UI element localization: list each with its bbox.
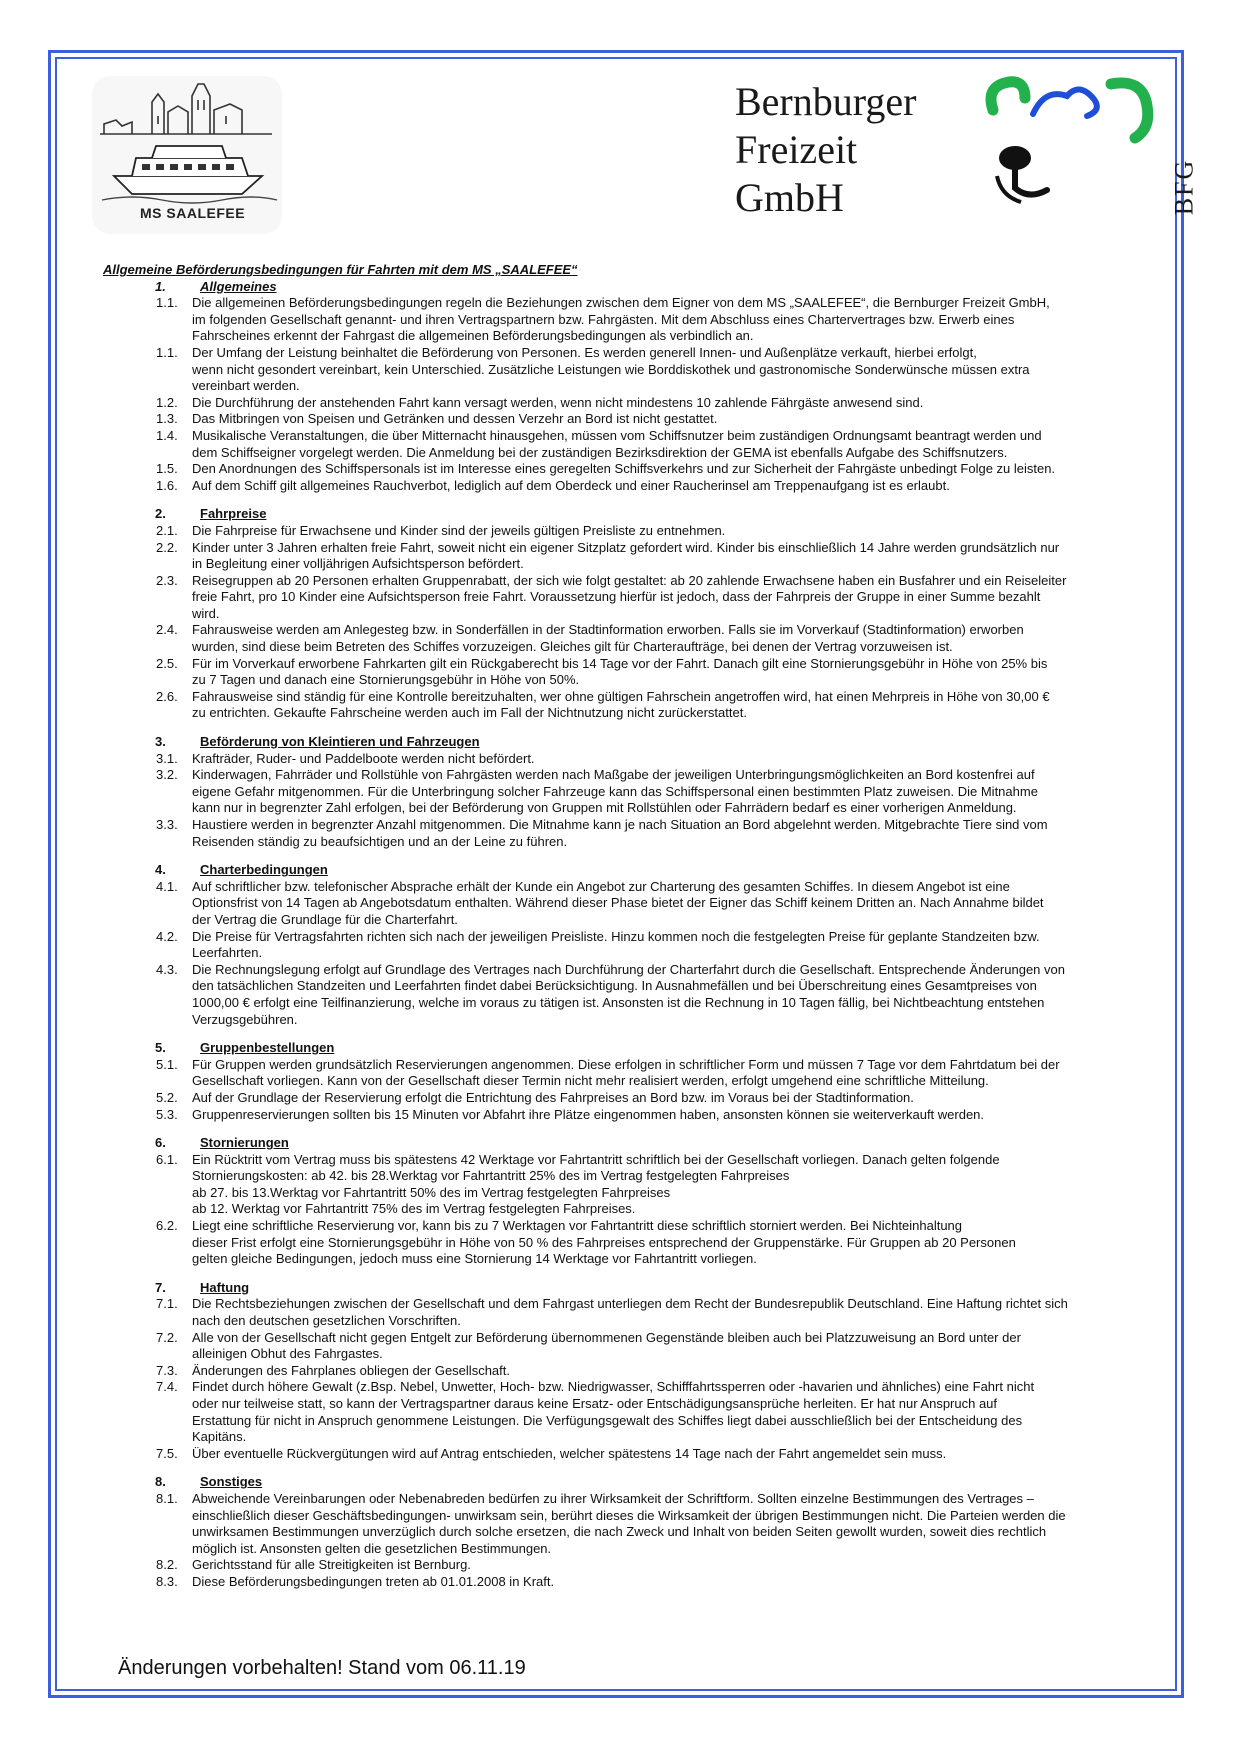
- clause-text: Die allgemeinen Beförderungsbedingungen regeln die Beziehungen zwischen dem Eigner von dem MS „SAALEFEE“, die Bernburger Freizeit GmbH, im folgenden Gesellschaft genannt- und ihren Vertragspartnern bzw. Fahrgästen. Mit dem Abschluss eines Chartervertrages bzw. Erwerb eines Fahrscheines erkennt der Fahrgast die allgemeinen Beförderungsbedingungen als verbindlich an.: [192, 295, 1050, 344]
- section-title: Fahrpreise: [200, 506, 267, 522]
- clause-text: Die Durchführung der anstehenden Fahrt kann versagt werden, wenn nicht mindestens 10 zahlende Fährgäste anwesend sind.: [192, 394, 924, 410]
- clause-text: Fahrausweise sind ständig für eine Kontrolle bereitzuhalten, wer ohne gültigen Fahrschein angetroffen wird, hat einen Mehrpreis in Höhe von 30,00 € zu entrichten. Gekaufte Fahrscheine werden auch im Fall der Nichtnutzung nicht zurückerstattet.: [192, 688, 1050, 721]
- clause-number: 7.4.: [156, 1379, 178, 1395]
- clause: [103, 656, 1168, 689]
- clause-number: 1.1.: [156, 295, 178, 311]
- clause: [103, 1218, 1168, 1268]
- clause-number: 3.3.: [156, 817, 178, 832]
- section-number: 7.: [155, 1279, 166, 1295]
- section-heading: [103, 734, 1168, 751]
- section-title: Charterbedingungen: [200, 862, 328, 878]
- clause-text: Über eventuelle Rückvergütungen wird auf Antrag entschieden, welcher spätestens 14 Tage nach der Fahrt angemeldet sein muss.: [192, 1445, 947, 1461]
- section: [103, 279, 1168, 495]
- section: [103, 506, 1168, 722]
- section-heading: [103, 1040, 1168, 1057]
- clause-text: Gerichtsstand für alle Streitigkeiten ist Bernburg.: [192, 1557, 471, 1573]
- clause: [103, 879, 1168, 929]
- clause-number: 5.2.: [156, 1089, 178, 1105]
- clause-text: Änderungen des Fahrplanes obliegen der Gesellschaft.: [192, 1362, 510, 1378]
- section: [103, 1474, 1168, 1590]
- clause-number: 2.5.: [156, 655, 178, 671]
- sections-container: [103, 279, 1168, 1591]
- clause-text: Auf dem Schiff gilt allgemeines Rauchverbot, lediglich auf dem Oberdeck und einer Raucherinsel am Treppenaufgang ist es erlaubt.: [192, 477, 950, 493]
- clause: [103, 523, 1168, 540]
- clause-number: 3.2.: [156, 767, 178, 783]
- clause-number: 7.3.: [156, 1362, 178, 1378]
- section: [103, 1135, 1168, 1268]
- clause-number: 1.6.: [156, 477, 178, 493]
- clause-number: 6.1.: [156, 1151, 178, 1167]
- clause-number: 4.3.: [156, 961, 178, 977]
- clause: [103, 1363, 1168, 1380]
- clause-text: Die Rechtsbeziehungen zwischen der Gesellschaft und dem Fahrgast unterliegen dem Recht der Bundesrepublik Deutschland. Eine Haftung richtet sich nach den deutschen gesetzlichen Vorschriften.: [192, 1296, 1068, 1329]
- document-title: Allgemeine Beförderungsbedingungen für Fahrten mit dem MS „SAALEFEE“: [103, 262, 578, 277]
- clause: [103, 345, 1168, 395]
- clause: [103, 573, 1168, 623]
- clause-number: 8.3.: [156, 1573, 178, 1589]
- company-line-2: Freizeit: [735, 127, 858, 172]
- clause-number: 1.3.: [156, 411, 178, 427]
- clause-number: 8.2.: [156, 1557, 178, 1573]
- section-number: 6.: [155, 1135, 166, 1151]
- clause-text: Auf schriftlicher bzw. telefonischer Absprache erhält der Kunde ein Angebot zur Charterung des gesamten Schiffes. In diesem Angebot ist eine Optionsfrist von 14 Tagen ab Angebotsdatum enthalten. Während dieser Phase bietet der Eigner das Schiff keinem Dritten an. Nach Annahme bildet der Vertrag die Grundlage für die Charterfahrt.: [192, 878, 1044, 927]
- clause-number: 2.6.: [156, 688, 178, 704]
- clause-number: 1.5.: [156, 461, 178, 477]
- clause-number: 1.1.: [156, 344, 178, 360]
- clause: [103, 295, 1168, 345]
- clause-text: Kinderwagen, Fahrräder und Rollstühle von Fahrgästen werden nach Maßgabe der jeweiligen Unterbringungsmöglichkeiten an Bord kostenfrei auf eigene Gefahr mitgenommen. Für die Unterbringung solcher Fahrzeuge kann das Schiffspersonal einen bestimmten Platz zuweisen. Die Mitnahme kann nur in begrenzter Zahl erfolgen, bei der Beförderung von Gruppen mit Rollstühlen oder Fahrrädern bedarf es einer vorherigen Anmeldung.: [192, 767, 1038, 816]
- ship-name-label: MS SAALEFEE: [140, 205, 246, 221]
- clause-number: 6.2.: [156, 1218, 178, 1234]
- terms-document: [103, 262, 1168, 1591]
- clause-number: 2.3.: [156, 572, 178, 588]
- clause-text: Den Anordnungen des Schiffspersonals ist im Interesse eines geregelten Schiffsverkehrs und zur Sicherheit der Fahrgäste unbedingt Folge zu leisten.: [192, 461, 1056, 477]
- clause-text: Findet durch höhere Gewalt (z.Bsp. Nebel, Unwetter, Hoch- bzw. Niedrigwasser, Schifffahrtssperren oder -havarien und ähnliches) eine Fahrt nicht oder nur teilweise statt, so kann der Vertragspartner daraus keine Ersatz- oder Entschädigungsansprüche herleiten. Er hat nur Anspruch auf Erstattung für nicht in Anspruch genommene Leistungen. Die Verfügungsgewalt des Schiffes liegt dabei ausschließlich bei der Entscheidung des Kapitäns.: [192, 1379, 1035, 1445]
- section-title: Sonstiges: [200, 1474, 263, 1490]
- section: [103, 734, 1168, 850]
- clause-text: Für Gruppen werden grundsätzlich Reservierungen angenommen. Diese erfolgen in schriftlicher Form und müssen 7 Tage vor dem Fahrtdatum bei der Gesellschaft vorliegen. Kann von der Gesellschaft dieser Termin nicht mehr realisiert werden, erfolgt umgehend eine schriftliche Mitteilung.: [192, 1056, 1060, 1089]
- clause-number: 2.2.: [156, 539, 178, 555]
- clause-number: 1.2.: [156, 394, 178, 410]
- clause-number: 7.2.: [156, 1329, 178, 1345]
- section-heading: [103, 1135, 1168, 1152]
- clause: [103, 461, 1168, 478]
- clause: [103, 1057, 1168, 1090]
- clause: [103, 1090, 1168, 1107]
- section: [103, 862, 1168, 1028]
- section-title: Allgemeines: [200, 278, 277, 294]
- clause-text: Die Preise für Vertragsfahrten richten sich nach der jeweiligen Preisliste. Hinzu kommen noch die festgelegten Preise für geplante Standzeiten bzw. Leerfahrten.: [192, 928, 1040, 961]
- clause: [103, 395, 1168, 412]
- clause: [103, 817, 1168, 850]
- clause-text: Auf der Grundlage der Reservierung erfolgt die Entrichtung des Fahrpreises an Bord bzw. im Voraus bei der Stadtinformation.: [192, 1089, 914, 1105]
- clause: [103, 478, 1168, 495]
- clause-text: Fahrausweise werden am Anlegesteg bzw. in Sonderfällen in der Stadtinformation erworben. Falls sie im Vorverkauf (Stadtinformation) erworben wurden, sind diese beim Betreten des Schiffes vorzuzeigen. Gleiches gilt für Charteraufträge, bei denen der Vertrag vorzuweisen ist.: [192, 622, 1024, 655]
- clause-text: Kinder unter 3 Jahren erhalten freie Fahrt, soweit nicht ein eigener Sitzplatz gefordert wird. Kinder bis einschließlich 14 Jahre werden grundsätzlich nur in Begleitung einer volljährigen Aufsichtsperson befördert.: [192, 539, 1060, 572]
- clause-text: Die Fahrpreise für Erwachsene und Kinder sind der jeweils gültigen Preisliste zu entnehmen.: [192, 522, 726, 538]
- clause: [103, 540, 1168, 573]
- section: [103, 1280, 1168, 1463]
- clause-text: Alle von der Gesellschaft nicht gegen Entgelt zur Beförderung übernommenen Gegenstände bleiben auch bei Platzzuweisung an Bord unter der alleinigen Obhut des Fahrgastes.: [192, 1329, 1021, 1362]
- clause-text: Gruppenreservierungen sollten bis 15 Minuten vor Abfahrt ihre Plätze eingenommen haben, ansonsten können sie weiterverkauft werden.: [192, 1106, 985, 1122]
- company-abbreviation: BFG: [1169, 158, 1199, 216]
- clause-text: Haustiere werden in begrenzter Anzahl mitgenommen. Die Mitnahme kann je nach Situation an Bord abgelehnt werden. Mitgebrachte Tiere sind vom Reisenden ständig zu beaufsichtigen und an der Leine zu führen.: [192, 817, 1048, 849]
- clause-number: 2.1.: [156, 522, 178, 538]
- clause: [103, 689, 1168, 722]
- clause: [103, 751, 1168, 768]
- section-heading: [103, 862, 1168, 879]
- company-line-3: GmbH: [735, 175, 844, 220]
- clause-text: Die Rechnungslegung erfolgt auf Grundlage des Vertrages nach Durchführung der Charterfahrt durch die Gesellschaft. Entsprechende Änderungen von den tatsächlichen Standzeiten und Leerfahrten findet dabei Berücksichtigung. In Ausnahmefällen und bei Überschreitung eines Gesamtpreises von 1000,00 € erfolgt eine Teilfinanzierung, welche im voraus zu tätigen ist. Ansonsten ist die Rechnung in 10 Tagen fällig, bei Nichtbeachtung entstehen Verzugsgebühren.: [192, 961, 1065, 1027]
- clause-number: 7.1.: [156, 1296, 178, 1312]
- clause-number: 7.5.: [156, 1445, 178, 1461]
- bfg-bear-logo: [975, 76, 1165, 226]
- section-number: 2.: [155, 506, 166, 522]
- clause: [103, 622, 1168, 655]
- clause: [103, 1379, 1168, 1445]
- section-title: Beförderung von Kleintieren und Fahrzeugen: [200, 734, 480, 750]
- section-title: Stornierungen: [200, 1135, 289, 1151]
- clause: [103, 1446, 1168, 1463]
- company-name: [735, 78, 916, 222]
- company-line-1: Bernburger: [735, 79, 917, 124]
- clause: [103, 1557, 1168, 1574]
- clause: [103, 1152, 1168, 1218]
- section-number: 1.: [155, 278, 166, 294]
- bear-face-icon: [975, 76, 1165, 226]
- clause: [103, 1107, 1168, 1124]
- clause: [103, 767, 1168, 817]
- section-number: 3.: [155, 734, 166, 750]
- section-heading: [103, 1280, 1168, 1297]
- section-title: Gruppenbestellungen: [200, 1040, 335, 1056]
- clause-number: 4.2.: [156, 928, 178, 944]
- clause-number: 4.1.: [156, 878, 178, 894]
- clause-text: Ein Rücktritt vom Vertrag muss bis spätestens 42 Werktage vor Fahrtantritt schriftlich bei der Gesellschaft vorliegen. Danach gelten folgende Stornierungskosten: ab 42. bis 28.Werktag vor Fahrtantritt 25% des im Vertrag festgelegten Fahrpreises ab 27. bis 13.Werktag vor Fahrtantritt 50% des im Vertrag festgelegten Fahrpreises ab 12. Werktag vor Fahrtantritt 75% des im Vertrag festgelegten Fahrpreises.: [192, 1151, 1000, 1217]
- clause-text: Für im Vorverkauf erworbene Fahrkarten gilt ein Rückgaberecht bis 14 Tage vor der Fahrt. Danach gilt eine Stornierungsgebühr in Höhe von 25% bis zu 7 Tagen und danach eine Stornierungsgebühr in Höhe von 50%.: [192, 655, 1048, 688]
- clause-number: 5.1.: [156, 1056, 178, 1072]
- clause: [103, 1574, 1168, 1591]
- section-number: 4.: [155, 862, 166, 878]
- clause: [103, 962, 1168, 1028]
- clause-text: Abweichende Vereinbarungen oder Nebenabreden bedürfen zu ihrer Wirksamkeit der Schriftform. Sollten einzelne Bestimmungen des Vertrages – einschließlich dieser Geschäftsbedingungen- unwirksam sein, berührt dieses die Wirksamkeit der übrigen Bestimmungen nicht. Die Parteien werden die unwirksamen Bestimmungen unverzüglich durch solche ersetzen, die nach Zweck und Inhalt von beiden Seiten gewollt wurden, soweit dies rechtlich möglich ist. Ansonsten gelten die gesetzlichen Bestimmungen.: [192, 1490, 1066, 1556]
- clause-text: Krafträder, Ruder- und Paddelboote werden nicht befördert.: [192, 750, 535, 766]
- clause-text: Das Mitbringen von Speisen und Getränken und dessen Verzehr an Bord ist nicht gestattet.: [192, 411, 718, 427]
- clause: [103, 1330, 1168, 1363]
- clause: [103, 929, 1168, 962]
- clause: [103, 411, 1168, 428]
- section-number: 8.: [155, 1474, 166, 1490]
- clause-text: Liegt eine schriftliche Reservierung vor, kann bis zu 7 Werktagen vor Fahrtantritt diese schriftlich storniert werden. Bei Nichteinhaltung dieser Frist erfolgt eine Stornierungsgebühr in Höhe von 50 % des Fahrpreises entsprechend der Gruppenstärke. Für Gruppen ab 20 Personen gelten gleiche Bedingungen, jedoch muss eine Stornierung 14 Werktage vor Fahrtantritt vorliegen.: [192, 1218, 1016, 1267]
- footer-note: Änderungen vorbehalten! Stand vom 06.11.19: [118, 1657, 526, 1679]
- clause-number: 2.4.: [156, 622, 178, 638]
- section-number: 5.: [155, 1040, 166, 1056]
- section-title: Haftung: [200, 1279, 250, 1295]
- section-heading: [103, 506, 1168, 523]
- clause-text: Musikalische Veranstaltungen, die über Mitternacht hinausgehen, müssen vom Schiffsnutzer beim zuständigen Ordnungsamt beantragt werden und dem Schiffseigner vorgelegt werden. Die Anmeldung bei der zuständigen Bezirksdirektion der GEMA ist ebenfalls Aufgabe des Schiffsnutzers.: [192, 427, 1042, 460]
- clause-number: 8.1.: [156, 1490, 178, 1506]
- section: [103, 1040, 1168, 1123]
- clause: [103, 1296, 1168, 1329]
- clause: [103, 428, 1168, 461]
- clause-number: 3.1.: [156, 750, 178, 766]
- clause-text: Der Umfang der Leistung beinhaltet die Beförderung von Personen. Es werden generell Innen- und Außenplätze verkauft, hierbei erfolgt, wenn nicht gesondert vereinbart, kein Unterschied. Zusätzliche Leistungen wie Borddiskothek und gastronomische Sonderwünsche müssen extra vereinbart werden.: [192, 344, 1030, 394]
- clause-text: Diese Beförderungsbedingungen treten ab 01.01.2008 in Kraft.: [192, 1573, 555, 1589]
- section-heading: [103, 279, 1168, 296]
- clause-text: Reisegruppen ab 20 Personen erhalten Gruppenrabatt, der sich wie folgt gestaltet: ab 20 zahlende Erwachsene haben ein Busfahrer und ein Reiseleiter freie Fahrt, pro 10 Kinder eine Aufsichtsperson freie Fahrt. Voraussetzung hierfür ist jedoch, dass der Fahrpreis der Gruppe in einer Summe bezahlt wird.: [192, 572, 1067, 621]
- clause-number: 1.4.: [156, 427, 178, 443]
- clause-number: 5.3.: [156, 1106, 178, 1122]
- section-heading: [103, 1474, 1168, 1491]
- clause: [103, 1491, 1168, 1557]
